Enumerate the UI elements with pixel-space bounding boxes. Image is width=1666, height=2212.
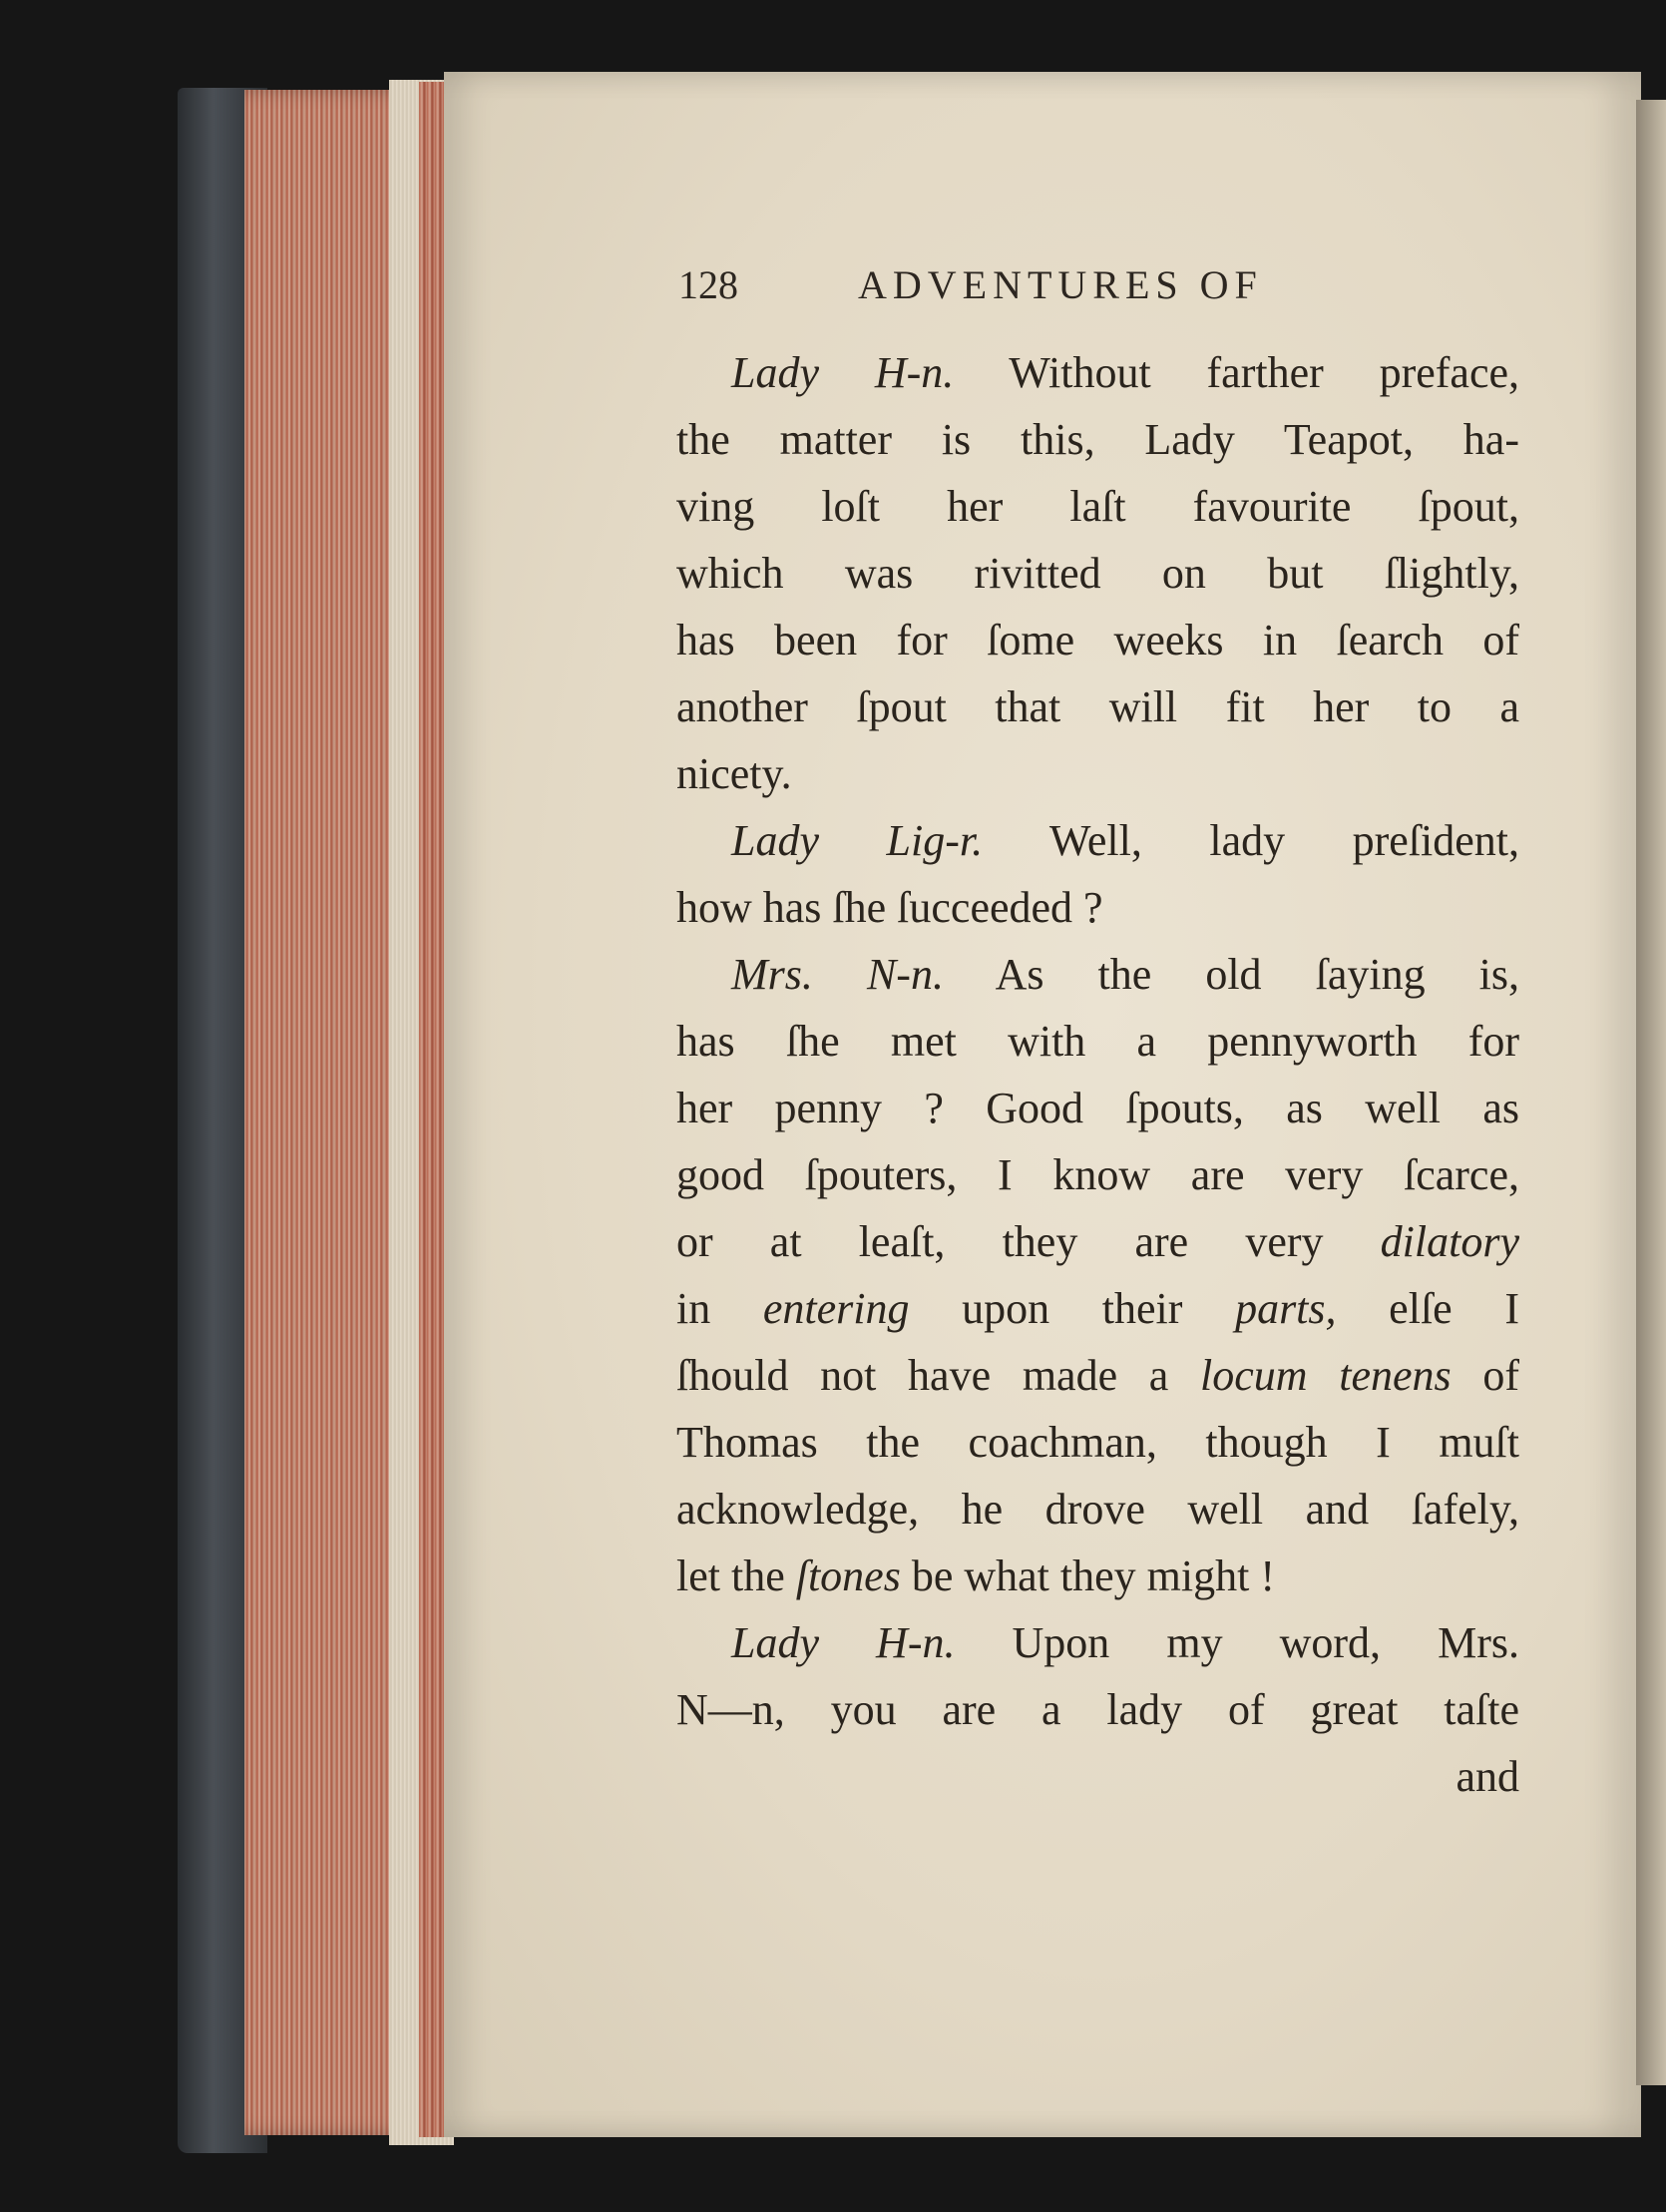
text-line: or at leaſt, they are very dilatory xyxy=(676,1217,1519,1266)
italic-text: Mrs. N-n. xyxy=(731,950,944,999)
italic-text: ſtones xyxy=(795,1551,901,1600)
italic-text: locum tenens xyxy=(1200,1351,1452,1400)
italic-text: parts, xyxy=(1235,1284,1337,1333)
text-line: the matter is this, Lady Teapot, ha- xyxy=(676,415,1519,464)
running-title: ADVENTURES OF xyxy=(858,262,1263,307)
catchword: and xyxy=(1456,1752,1519,1801)
text-line: Lady H-n. Upon my word, Mrs. xyxy=(731,1618,1519,1667)
text-line: how has ſhe ſucceeded ? xyxy=(676,883,1103,932)
text-line: ving loſt her laſt favourite ſpout, xyxy=(676,482,1519,531)
text-line: ſhould not have made a locum tenens of xyxy=(676,1351,1519,1400)
italic-text: Lady Lig-r. xyxy=(731,816,984,865)
body-text xyxy=(676,339,1519,1810)
page-header xyxy=(678,261,1397,321)
text-line: has been for ſome weeks in ſearch of xyxy=(676,616,1519,664)
text-line: good ſpouters, I know are very ſcarce, xyxy=(676,1150,1519,1199)
text-line: which was rivitted on but ſlightly, xyxy=(676,549,1519,598)
text-line: Mrs. N-n. As the old ſaying is, xyxy=(731,950,1519,999)
italic-text: Lady H-n. xyxy=(731,1618,956,1667)
text-line: Lady H-n. Without farther preface, xyxy=(731,348,1519,397)
text-line: acknowledge, he drove well and ſafely, xyxy=(676,1485,1519,1534)
text-line: N—n, you are a lady of great taſte xyxy=(676,1685,1519,1734)
text-line: her penny ? Good ſpouts, as well as xyxy=(676,1084,1519,1132)
italic-text: dilatory xyxy=(1380,1217,1519,1266)
text-line: let the ſtones be what they might ! xyxy=(676,1551,1275,1600)
page-number: 128 xyxy=(678,262,738,307)
italic-text: entering xyxy=(762,1284,910,1333)
page-gutter xyxy=(1636,100,1666,2085)
text-line: Thomas the coachman, though I muſt xyxy=(676,1418,1519,1467)
text-line: in entering upon their parts, elſe I xyxy=(676,1284,1519,1333)
text-line: another ſpout that will fit her to a xyxy=(676,682,1519,731)
text-line: nicety. xyxy=(676,749,792,798)
italic-text: Lady H-n. xyxy=(731,348,955,397)
text-line: has ſhe met with a pennyworth for xyxy=(676,1017,1519,1066)
text-line: Lady Lig-r. Well, lady preſident, xyxy=(731,816,1519,865)
